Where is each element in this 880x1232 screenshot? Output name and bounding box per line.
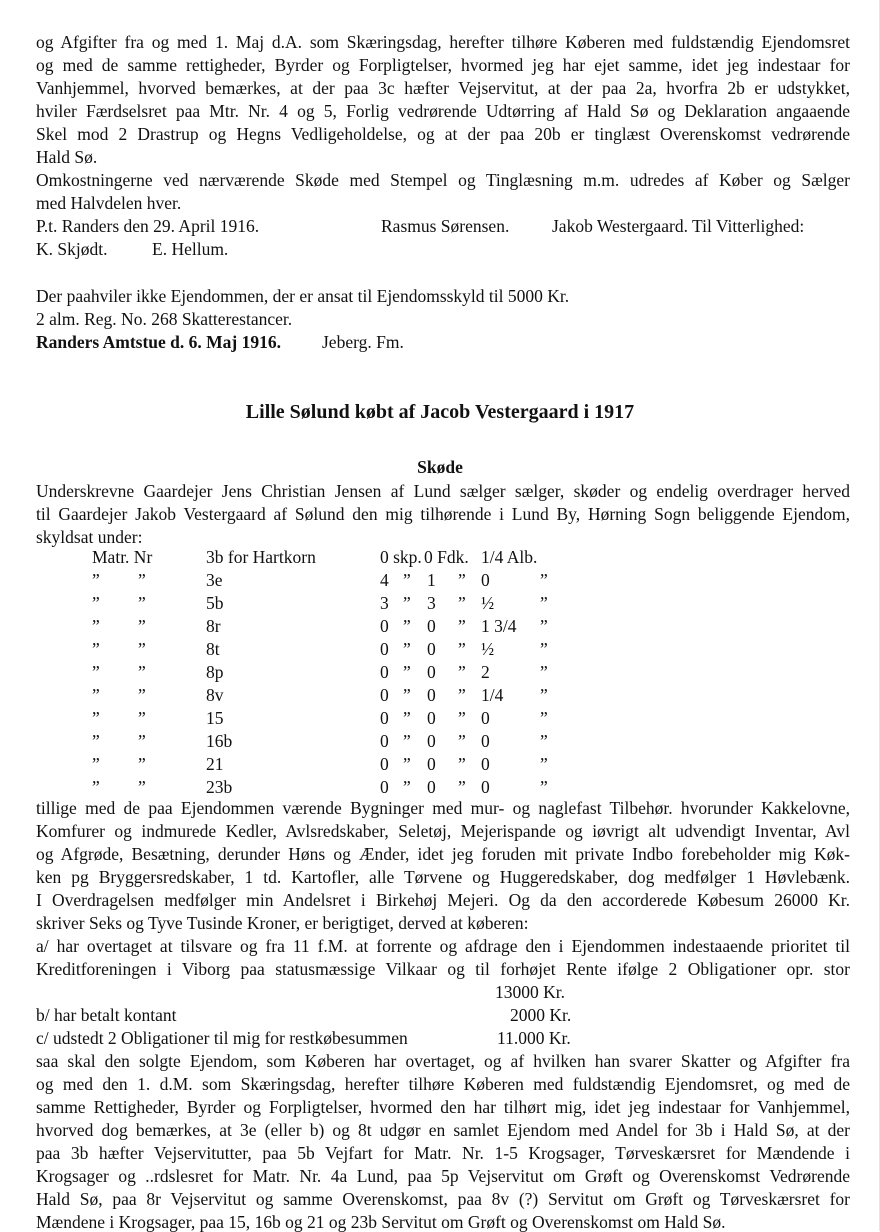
parcel-cell: 15 xyxy=(206,708,224,728)
parcel-cell: 16b xyxy=(206,731,233,751)
text-line: og Afgrøde, Besætning, derunder Høns og Ænder, idet jeg foruden mit private Indbo forebeholder mig Køk- xyxy=(36,844,850,864)
witness-first: K. Skjødt. xyxy=(36,239,108,259)
buyer-witness-signature: Jakob Westergaard. Til Vitterlighed: xyxy=(552,216,805,236)
text-line: Mændene i Krogsager, paa 15, 16b og 21 og 23b Servitut om Grøft og Overenskomst om Hald Sø. xyxy=(36,1212,726,1232)
parcel-cell: 2 xyxy=(481,662,490,682)
ditto-mark: ” xyxy=(540,754,548,774)
ditto-mark: ” xyxy=(540,731,548,751)
parcel-cell: 1/4 Alb. xyxy=(481,547,538,567)
text-line: Hald Sø, paa 8r Vejservitut og samme Overenskomst, paa 8v (?) Servitut om Grøft og Tørveskærsret for xyxy=(36,1189,850,1209)
parcel-cell: 0 xyxy=(380,639,389,659)
parcel-cell: 0 xyxy=(481,777,490,797)
parcel-cell: 0 xyxy=(380,731,389,751)
amount-a: 13000 Kr. xyxy=(495,982,565,1002)
parcel-cell: 3b for Hartkorn xyxy=(206,547,316,567)
ditto-mark: ” xyxy=(458,593,466,613)
parcel-cell: 0 xyxy=(380,754,389,774)
parcel-cell: 21 xyxy=(206,754,224,774)
parcel-cell: 0 xyxy=(427,754,436,774)
parcel-cell: ” xyxy=(92,616,100,636)
parcel-cell: 3 xyxy=(427,593,436,613)
text-line: hviler Færdselsret paa Mtr. Nr. 4 og 5, Forlig vedrørende Udtørring af Hald Sø og Deklaration angaaende xyxy=(36,101,850,121)
deed-title: Skøde xyxy=(417,457,463,477)
text-line: hvorved dog bemærkes, at 3e (eller b) og 8t udgør en samlet Ejendom med Andel for 3b i Hald Sø, at der xyxy=(36,1120,850,1140)
ditto-mark: ” xyxy=(403,593,411,613)
parcel-cell: 0 xyxy=(481,708,490,728)
ditto-mark: ” xyxy=(458,639,466,659)
ditto-mark: ” xyxy=(540,639,548,659)
ditto-mark: ” xyxy=(403,777,411,797)
parcel-cell: 1 xyxy=(427,570,436,590)
parcel-cell: 8t xyxy=(206,639,220,659)
ditto-mark: ” xyxy=(458,708,466,728)
parcel-cell: 1 3/4 xyxy=(481,616,517,636)
text-line: ken pg Bryggersredskaber, 1 td. Kartofler, alle Tørvene og Huggeredskaber, dog medfølger 1 Høvlebænk. xyxy=(36,867,850,887)
ditto-mark: ” xyxy=(403,754,411,774)
payment-b-label: b/ har betalt kontant xyxy=(36,1005,177,1025)
parcel-cell: ” xyxy=(138,777,146,797)
parcel-cell: 0 xyxy=(481,570,490,590)
parcel-cell: 0 xyxy=(427,685,436,705)
text-line: med Halvdelen hver. xyxy=(36,193,182,213)
parcel-cell: ” xyxy=(138,754,146,774)
section-title: Lille Sølund købt af Jacob Vestergaard i 1917 xyxy=(245,401,635,423)
seller-signature: Rasmus Sørensen. xyxy=(381,216,510,236)
parcel-cell: 0 xyxy=(380,685,389,705)
ditto-mark: ” xyxy=(458,662,466,682)
parcel-cell: ” xyxy=(92,570,100,590)
parcel-cell: ” xyxy=(138,662,146,682)
parcel-cell: 0 Fdk. xyxy=(424,547,469,567)
text-line: samme Rettigheder, Byrder og Forpligtelser, hvormed den har tilhørt mig, idet jeg indestaar for Vanhjemmel, xyxy=(36,1097,850,1117)
ditto-mark: ” xyxy=(403,616,411,636)
text-line: Skel mod 2 Drastrup og Hegns Vedligeholdelse, og at der paa 20b er tinglæst Overenskomst vedrørende xyxy=(36,124,850,144)
text-line: og med de samme rettigheder, Byrder og Forpligtelser, hvormed jeg har ejet samme, idet jeg indestaar for xyxy=(36,55,850,75)
note-line: Der paahviler ikke Ejendommen, der er ansat til Ejendomsskyld til 5000 Kr. xyxy=(36,286,570,306)
text-line: Kreditforeningen i Viborg paa statusmæssige Vilkaar og til forhøjet Rente ifølge 2 Obligationer opr. stor xyxy=(36,959,850,979)
parcel-cell: ” xyxy=(92,639,100,659)
parcel-cell: 0 xyxy=(380,662,389,682)
text-line: til Gaardejer Jakob Vestergaard af Sølund den mig tilhørende i Lund By, Hørning Sogn beliggende Ejendom, xyxy=(36,504,850,524)
parcel-cell: 3e xyxy=(206,570,223,590)
registry-clerk: Jeberg. Fm. xyxy=(322,332,404,352)
parcel-cell: 23b xyxy=(206,777,233,797)
text-line: Vanhjemmel, hvorved bemærkes, at der paa 3c hæfter Vejservitut, at der paa 2a, hvorfra 2b er udstykket, xyxy=(36,78,850,98)
parcel-cell: Matr. Nr xyxy=(92,547,153,567)
parcel-cell: 0 xyxy=(427,639,436,659)
parcel-cell: ” xyxy=(92,731,100,751)
parcel-cell: 0 xyxy=(427,662,436,682)
ditto-mark: ” xyxy=(403,708,411,728)
ditto-mark: ” xyxy=(403,639,411,659)
parcel-cell: ½ xyxy=(481,593,495,613)
ditto-mark: ” xyxy=(540,616,548,636)
parcel-cell: 0 skp. xyxy=(380,547,422,567)
text-line: I Overdragelsen medfølger min Andelsret i Birkehøj Mejeri. Og da den accorderede Købesum 26000 Kr. xyxy=(36,890,850,910)
text-line: saa skal den solgte Ejendom, som Køberen har overtaget, og af hvilken han svarer Skatter og Afgifter fra xyxy=(36,1051,850,1071)
ditto-mark: ” xyxy=(540,593,548,613)
parcel-cell: ” xyxy=(92,708,100,728)
parcel-cell: 0 xyxy=(427,777,436,797)
ditto-mark: ” xyxy=(403,685,411,705)
parcel-cell: ” xyxy=(138,731,146,751)
parcel-cell: 4 xyxy=(380,570,389,590)
parcel-cell: ” xyxy=(138,708,146,728)
text-line: Hald Sø. xyxy=(36,147,98,167)
parcel-cell: 0 xyxy=(427,708,436,728)
parcel-cell: 0 xyxy=(427,616,436,636)
parcel-cell: 0 xyxy=(380,777,389,797)
text-line: Omkostningerne ved nærværende Skøde med Stempel og Tinglæsning m.m. udredes af Køber og Sælger xyxy=(36,170,850,190)
ditto-mark: ” xyxy=(540,777,548,797)
ditto-mark: ” xyxy=(403,731,411,751)
ditto-mark: ” xyxy=(458,685,466,705)
ditto-mark: ” xyxy=(403,662,411,682)
parcel-cell: 0 xyxy=(380,708,389,728)
ditto-mark: ” xyxy=(540,685,548,705)
text-line: a/ har overtaget at tilsvare og fra 11 f.M. at forrente og afdrage den i Ejendommen indestaaende prioritet til xyxy=(36,936,850,956)
payment-b-amount: 2000 Kr. xyxy=(510,1005,572,1025)
parcel-cell: ” xyxy=(138,639,146,659)
parcel-cell: ” xyxy=(138,570,146,590)
parcel-cell: 1/4 xyxy=(481,685,504,705)
registry-office: Randers Amtstue d. 6. Maj 1916. xyxy=(36,332,281,352)
ditto-mark: ” xyxy=(458,754,466,774)
text-line: Underskrevne Gaardejer Jens Christian Jensen af Lund sælger sælger, skøder og endelig overdrager herved xyxy=(36,481,850,501)
ditto-mark: ” xyxy=(540,570,548,590)
ditto-mark: ” xyxy=(403,570,411,590)
parcel-cell: ” xyxy=(92,593,100,613)
parcel-cell: ” xyxy=(138,685,146,705)
parcel-cell: 3 xyxy=(380,593,389,613)
text-line: skyldsat under: xyxy=(36,527,143,547)
parcel-cell: 0 xyxy=(380,616,389,636)
parcel-cell: 5b xyxy=(206,593,224,613)
parcel-cell: ” xyxy=(92,685,100,705)
parcel-cell: ” xyxy=(92,777,100,797)
text-line: Komfurer og indmurede Kedler, Avlsredskaber, Seletøj, Mejerispande og iøvrigt alt udvendigt Inventar, Avl xyxy=(36,821,850,841)
ditto-mark: ” xyxy=(458,616,466,636)
parcel-cell: ½ xyxy=(481,639,495,659)
witness-second: E. Hellum. xyxy=(152,239,229,259)
parcel-cell: 0 xyxy=(427,731,436,751)
parcel-cell: 0 xyxy=(481,754,490,774)
payment-c-amount: 11.000 Kr. xyxy=(497,1028,571,1048)
parcel-cell: 0 xyxy=(481,731,490,751)
parcel-cell: 8p xyxy=(206,662,224,682)
ditto-mark: ” xyxy=(540,708,548,728)
payment-c-label: c/ udstedt 2 Obligationer til mig for restkøbesummen xyxy=(36,1028,408,1048)
ditto-mark: ” xyxy=(458,777,466,797)
parcel-cell: ” xyxy=(92,754,100,774)
parcel-cell: ” xyxy=(138,616,146,636)
parcel-cell: 8r xyxy=(206,616,221,636)
place-date: P.t. Randers den 29. April 1916. xyxy=(36,216,260,236)
ditto-mark: ” xyxy=(458,731,466,751)
text-line: og med den 1. d.M. som Skæringsdag, herefter tilhøre Køberen med fuldstændig Ejendomsret, og med de xyxy=(36,1074,850,1094)
text-line: tillige med de paa Ejendommen værende Bygninger med mur- og naglefast Tilbehør. hvorunder Kakkelovne, xyxy=(36,798,850,818)
text-line: paa 3b hæfter Vejservitutter, paa 5b Vejfart for Matr. Nr. 1-5 Krogsager, Tørveskærsret for Mændende i xyxy=(36,1143,850,1163)
text-line: skriver Seks og Tyve Tusinde Kroner, er berigtiget, derved at køberen: xyxy=(36,913,529,933)
note-line: 2 alm. Reg. No. 268 Skatterestancer. xyxy=(36,309,293,329)
parcel-cell: ” xyxy=(92,662,100,682)
parcel-cell: 8v xyxy=(206,685,224,705)
ditto-mark: ” xyxy=(540,662,548,682)
ditto-mark: ” xyxy=(458,570,466,590)
text-line: og Afgifter fra og med 1. Maj d.A. som Skæringsdag, herefter tilhøre Køberen med fuldstændig Ejendomsret xyxy=(36,32,850,52)
text-line: Krogsager og ..rdslesret for Matr. Nr. 4a Lund, paa 5p Vejservitut om Grøft og Overenskomst Vedrørende xyxy=(36,1166,850,1186)
parcel-cell: ” xyxy=(138,593,146,613)
